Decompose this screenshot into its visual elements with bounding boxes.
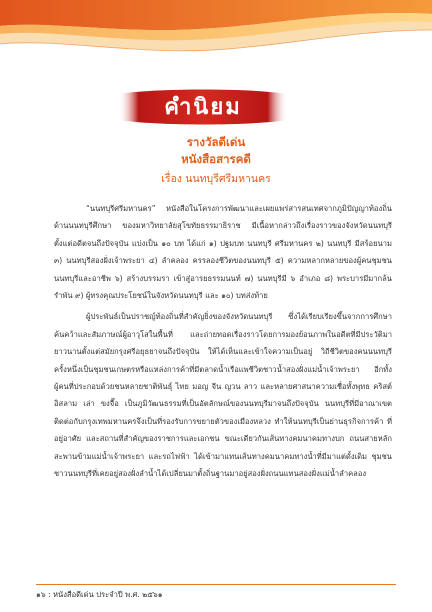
page-footer: ๑๖ : หนังสือดีเด่น ประจำปี พ.ศ. ๒๕๖๑ bbox=[36, 590, 163, 599]
paragraph: “นนทบุรีศรีมหานคร” หนังสือในโครงการพัฒนาและเผยแพร่สารสนเทศจากภูมิปัญญาท้องถิ่นด้านนนทบุรีศึกษา ของมหาวิทยาลัยสุโขทัยธรรมาธิราช มีเนื้อหากล่าวถึงเรื่องราวของจังหวัดนนทบุรีตั้งแต่อดีตจนถึงปัจจุบัน แบ่งเป็น ๑๐ บท ได้แก่ ๑) ปฐมบท นนทบุรี ศรีมหานคร ๒) นนทบุรี มีสร้อยนาม ๓) นนทบุรีสองฝั่งเจ้าพระยา ๔) ลำคลอง ครรลองชีวิตของนนทบุรี ๕) ความหลากหลายของผู้คนชุมชนนนทบุรีและอาชีพ ๖) สร้างบรรมรา เข้าสู่อารยธรรมนนท์ ๗) นนทบุรีมี ๖ อำเภอ ๘) พระบารมีมากล้นรำพัน ๙) ผู้ทรงคุณประโยชน์ในจังหวัดนนทบุรี และ ๑๐) บทส่งท้าย bbox=[54, 204, 392, 301]
title-banner bbox=[118, 86, 288, 126]
header-wave-decoration bbox=[0, 0, 432, 70]
category-label: หนังสือสารคดี bbox=[181, 152, 251, 166]
book-title: เรื่อง นนทบุรีศรีมหานคร bbox=[161, 173, 271, 185]
page-title: คำนิยม bbox=[164, 93, 242, 120]
paragraph: ผู้ประพันธ์เป็นปราชญ์ท้องถิ่นที่สำคัญยิ่งของจังหวัดนนทบุรี ซึ่งได้เรียบเรียงขึ้นจากการศึกษาค้นคว้าและสัมภาษณ์ผู้อาวุโสในพื้นที่ และถ่ายทอดเรื่องราวโดยการมองย้อนภาพในอดีตที่มีประวัติมายาวนานตั้งแต่สมัยกรุงศรีอยุธยาจนถึงปัจจุบัน ให้ได้เห็นและเข้าใจความเป็นอยู่ วิถีชีวิตของคนนนทบุรีครั้งหนึ่งเป็นชุมชนเกษตรหรือแหล่งการค้าที่มีตลาดน้ำเรือแพชีวิตชาวน้ำสองฝั่งแม่น้ำเจ้าพระยา อีกทั้งผู้คนที่ประกอบด้วยชนหลายชาติพันธุ์ ไทย มอญ จีน ญวน ลาว และหลายศาสนาความเชื่อทั้งพุทธ คริสต์ อิสลาม เล่า ขงจื๊อ เป็นภูมิวัฒนธรรมที่เป็นอัตลักษณ์ของนนทบุรีมาจนถึงปัจจุบัน นนทบุรีที่มีอาณาเขตติดต่อกับกรุงเทพมหานครจึงเป็นที่รองรับการขยายตัวของเมืองหลวง ทำให้นนทบุรีเป็นย่านธุรกิจการค้า ที่อยู่อาศัย และสถานที่สำคัญของราชการและเอกชน ขณะเดียวกันเส้นทางคมนาคมทางบก ถนนสายหลัก สะพานข้ามแม่น้ำเจ้าพระยา และรถไฟฟ้า ได้เข้ามาแทนเส้นทางคมนาคมทางน้ำที่มีมาแต่ดั้งเดิม ชุมชนชาวนนทบุรีที่เคยอยู่สองฝั่งลำน้ำได้เปลี่ยนมาตั้งถิ่นฐานมาอยู่สองฝั่งถนนแทนสองฝั่งแม่น้ำลำคลอง bbox=[54, 312, 392, 479]
body-text bbox=[54, 200, 392, 487]
footer-divider bbox=[36, 584, 396, 585]
award-label: รางวัลดีเด่น bbox=[186, 135, 246, 149]
